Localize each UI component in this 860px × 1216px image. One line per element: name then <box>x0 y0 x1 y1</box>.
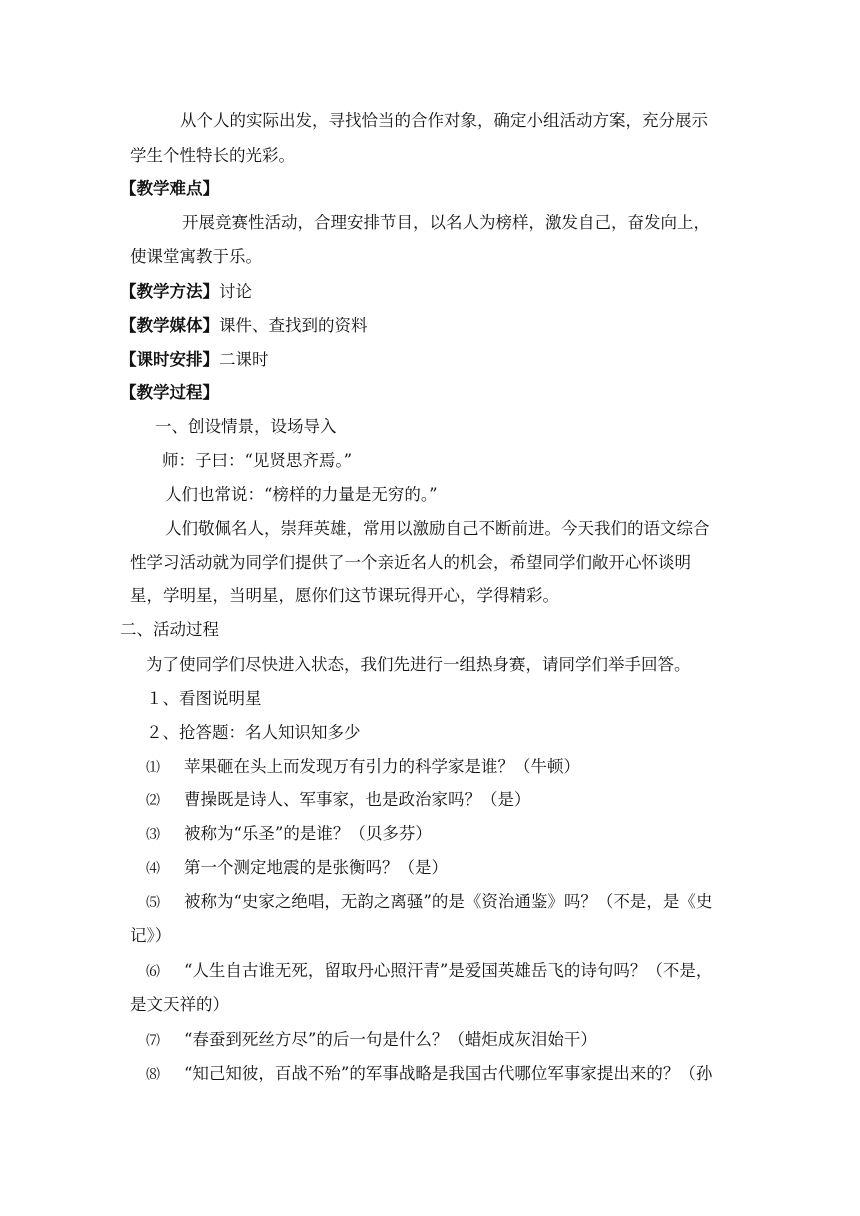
question-number: ⑻ <box>146 1067 160 1083</box>
heading-schedule: 【课时安排】 <box>120 350 219 369</box>
question-number: ⑷ <box>146 861 160 877</box>
difficulty-line-2: 使课堂寓教于乐。 <box>130 247 262 266</box>
step-2: ２、抢答题：名人知识知多少 <box>146 723 361 742</box>
question-1 <box>146 756 580 779</box>
difficulty-line-1: 开展竞赛性活动，合理安排节目，以名人为榜样，激发自己，奋发向上， <box>182 213 710 232</box>
part2-intro: 为了使同学们尽快进入状态，我们先进行一组热身赛，请同学们举手回答。 <box>146 655 691 674</box>
media-row <box>120 315 368 337</box>
question-6 <box>146 960 712 983</box>
question-4 <box>146 857 448 880</box>
quote-2: 人们也常说：“榜样的力量是无穷的。” <box>165 485 438 504</box>
question-text: 苹果砸在头上而发现万有引力的科学家是谁？（牛顿） <box>184 757 580 776</box>
question-number: ⑹ <box>146 964 160 980</box>
question-text: “知己知彼，百战不殆”的军事战略是我国古代哪位军事家提出来的？（孙 <box>184 1064 713 1083</box>
heading-method: 【教学方法】 <box>120 282 219 301</box>
heading-difficulty: 【教学难点】 <box>120 179 219 198</box>
question-text: “人生自古谁无死，留取丹心照汗青”是爱国英雄岳飞的诗句吗？（不是， <box>184 961 713 980</box>
question-number: ⑵ <box>146 793 160 809</box>
question-text: 被称为“乐圣”的是谁？（贝多芬） <box>184 824 432 843</box>
part1-title: 一、创设情景，设场导入 <box>155 417 337 436</box>
part2-title: 二、活动过程 <box>120 620 219 639</box>
schedule-row <box>120 349 269 371</box>
method-text: 讨论 <box>219 282 252 301</box>
part1-paragraph-line-3: 星，学明星，当明星，愿你们这节课玩得开心，学得精彩。 <box>130 586 559 605</box>
question-3 <box>146 823 432 846</box>
schedule-text: 二课时 <box>219 350 269 369</box>
question-number: ⑴ <box>146 760 160 776</box>
question-5 <box>146 891 712 914</box>
question-text: 第一个测定地震的是张衡吗？（是） <box>184 858 448 877</box>
intro-line-2: 学生个性特长的光彩。 <box>130 146 295 165</box>
question-number: ⑸ <box>146 895 160 911</box>
question-7 <box>146 1029 597 1052</box>
step-1: １、看图说明星 <box>146 689 262 708</box>
part1-paragraph-line-1: 人们敬佩名人，崇拜英雄，常用以激励自己不断前进。今天我们的语文综合 <box>165 519 710 538</box>
question-text: 被称为“史家之绝唱，无韵之离骚”的是《资治通鉴》吗？（不是，是《史 <box>184 892 713 911</box>
media-text: 课件、查找到的资料 <box>219 316 368 335</box>
intro-line-1: 从个人的实际出发，寻找恰当的合作对象，确定小组活动方案，充分展示 <box>180 111 708 130</box>
heading-media: 【教学媒体】 <box>120 316 219 335</box>
question-text: “春蚕到死丝方尽”的后一句是什么？（蜡炬成灰泪始干） <box>184 1030 597 1049</box>
part1-paragraph-line-2: 性学习活动就为同学们提供了一个亲近名人的机会，希望同学们敞开心怀谈明 <box>130 553 691 572</box>
heading-process: 【教学过程】 <box>120 383 219 402</box>
question-text: 曹操既是诗人、军事家，也是政治家吗？（是） <box>184 790 531 809</box>
question-number: ⑶ <box>146 827 160 843</box>
question-number: ⑺ <box>146 1033 160 1049</box>
question-6-continued: 是文天祥的） <box>130 995 229 1014</box>
question-8 <box>146 1063 712 1086</box>
question-2 <box>146 789 531 812</box>
question-5-continued: 记》） <box>130 926 172 945</box>
quote-1: 师：子曰：“见贤思齐焉。” <box>162 451 353 470</box>
method-row <box>120 281 252 303</box>
